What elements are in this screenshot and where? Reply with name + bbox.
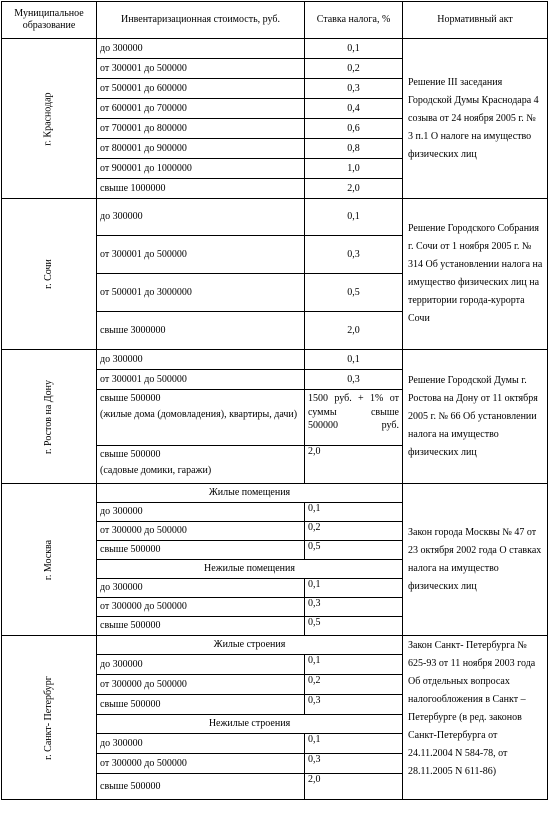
value-cell: до 300000 [97,734,305,754]
rate-cell: 2,0 [305,774,403,800]
table-row [2,350,548,370]
value-cell: свыше 3000000 [97,312,305,350]
act-spb: Закон Санкт- Петербурга № 625-93 от 11 ноября 2003 года Об отдельных вопросах налогообложения в Санкт – Петербурге (в ред. законов Санкт-Петербурга от 24.11.2004 N 584-78, от 28.11.2005 N 611-86) [403,636,548,800]
municipality-name: г. Москва [42,539,54,580]
table-row [2,199,548,236]
subheader-residential: Жилые помещения [97,484,403,503]
value-cell: от 600001 до 700000 [97,99,305,119]
rate-cell: 0,1 [305,503,403,522]
value-cell: от 300001 до 500000 [97,59,305,79]
act-sochi: Решение Городского Собрания г. Сочи от 1 ноября 2005 г. № 314 Об установлении налога на имущество физических лиц на территории города-курорта Сочи [403,199,548,350]
rate-cell: 0,1 [305,655,403,675]
header-row [2,2,548,39]
rate-cell: 0,3 [305,370,403,390]
value-note: (садовые домики, гаражи) [100,464,212,476]
rate-cell: 0,5 [305,617,403,636]
value-cell: от 500001 до 600000 [97,79,305,99]
rate-cell: 0,1 [305,199,403,236]
rate-cell: 0,3 [305,236,403,274]
rate-cell: 2,0 [305,312,403,350]
header-act: Нормативный акт [403,2,548,39]
rate-cell: 0,3 [305,754,403,774]
value-cell: от 300001 до 500000 [97,236,305,274]
rate-cell: 2,0 [305,446,403,484]
rate-cell: 0,2 [305,522,403,541]
value-cell: от 800001 до 900000 [97,139,305,159]
value-cell: от 300000 до 500000 [97,598,305,617]
value-cell: от 300000 до 500000 [97,522,305,541]
rate-cell: 0,1 [305,734,403,754]
value-cell: до 300000 [97,199,305,236]
municipality-moscow [2,484,97,636]
act-rostov: Решение Городской Думы г. Ростова на Дону от 11 октября 2005 г. № 66 Об установлении налога на имущество физических лиц [403,350,548,484]
rate-cell: 1,0 [305,159,403,179]
value-cell: до 300000 [97,579,305,598]
value-cell: от 700001 до 800000 [97,119,305,139]
value-cell: до 300000 [97,503,305,522]
header-value: Инвентаризационная стоимость, руб. [97,2,305,39]
rate-cell: 0,3 [305,79,403,99]
subheader-nonresidential: Нежилые строения [97,715,403,734]
table-row [2,39,548,59]
value-line: свыше 500000 [100,393,161,404]
municipality-sochi [2,199,97,350]
rate-cell: 0,1 [305,39,403,59]
value-cell: до 300000 [97,655,305,675]
value-cell: до 300000 [97,350,305,370]
rate-cell: 0,8 [305,139,403,159]
value-cell [97,390,305,446]
tax-rate-table [1,1,548,800]
rate-cell: 0,3 [305,695,403,715]
rate-cell: 0,1 [305,350,403,370]
value-cell: от 300001 до 500000 [97,370,305,390]
value-note: (жилые дома (домовладения), квартиры, дачи) [100,408,298,420]
header-municipality: Муниципальное образование [2,2,97,39]
municipality-krasnodar [2,39,97,199]
municipality-name: г. Санкт- Петербург [42,675,54,760]
value-cell: от 300000 до 500000 [97,675,305,695]
value-cell: от 900001 до 1000000 [97,159,305,179]
municipality-name: г. Ростов на Дону [43,379,54,454]
rate-cell: 1500 руб. + 1% от суммы свыше 500000 руб. [305,390,403,446]
act-moscow: Закон города Москвы № 47 от 23 октября 2002 года О ставках налога на имущество физических лиц [403,484,548,636]
rate-cell: 0,1 [305,579,403,598]
municipality-name: г. Сочи [42,259,54,289]
municipality-name: г. Краснодар [43,91,54,146]
value-cell: от 300000 до 500000 [97,754,305,774]
header-rate: Ставка налога, % [305,2,403,39]
value-cell: свыше 500000 [97,695,305,715]
rate-cell: 0,2 [305,675,403,695]
value-cell: от 500001 до 3000000 [97,274,305,312]
municipality-spb [2,636,97,800]
rate-cell: 0,6 [305,119,403,139]
rate-cell: 0,3 [305,598,403,617]
act-krasnodar: Решение III заседания Городской Думы Краснодара 4 созыва от 24 ноября 2005 г. № 3 п.1 О налоге на имущество физических лиц [403,39,548,199]
table-row [2,636,548,655]
rate-cell: 0,5 [305,541,403,560]
value-cell: свыше 500000 [97,617,305,636]
municipality-rostov [2,350,97,484]
value-line: свыше 500000 [100,449,161,460]
subheader-nonresidential: Нежилые помещения [97,560,403,579]
subheader-residential: Жилые строения [97,636,403,655]
value-cell: свыше 500000 [97,541,305,560]
value-cell: свыше 1000000 [97,179,305,199]
value-cell [97,446,305,484]
rate-cell: 0,2 [305,59,403,79]
table-row [2,484,548,503]
rate-cell: 0,4 [305,99,403,119]
value-cell: до 300000 [97,39,305,59]
value-cell: свыше 500000 [97,774,305,800]
rate-cell: 2,0 [305,179,403,199]
rate-cell: 0,5 [305,274,403,312]
